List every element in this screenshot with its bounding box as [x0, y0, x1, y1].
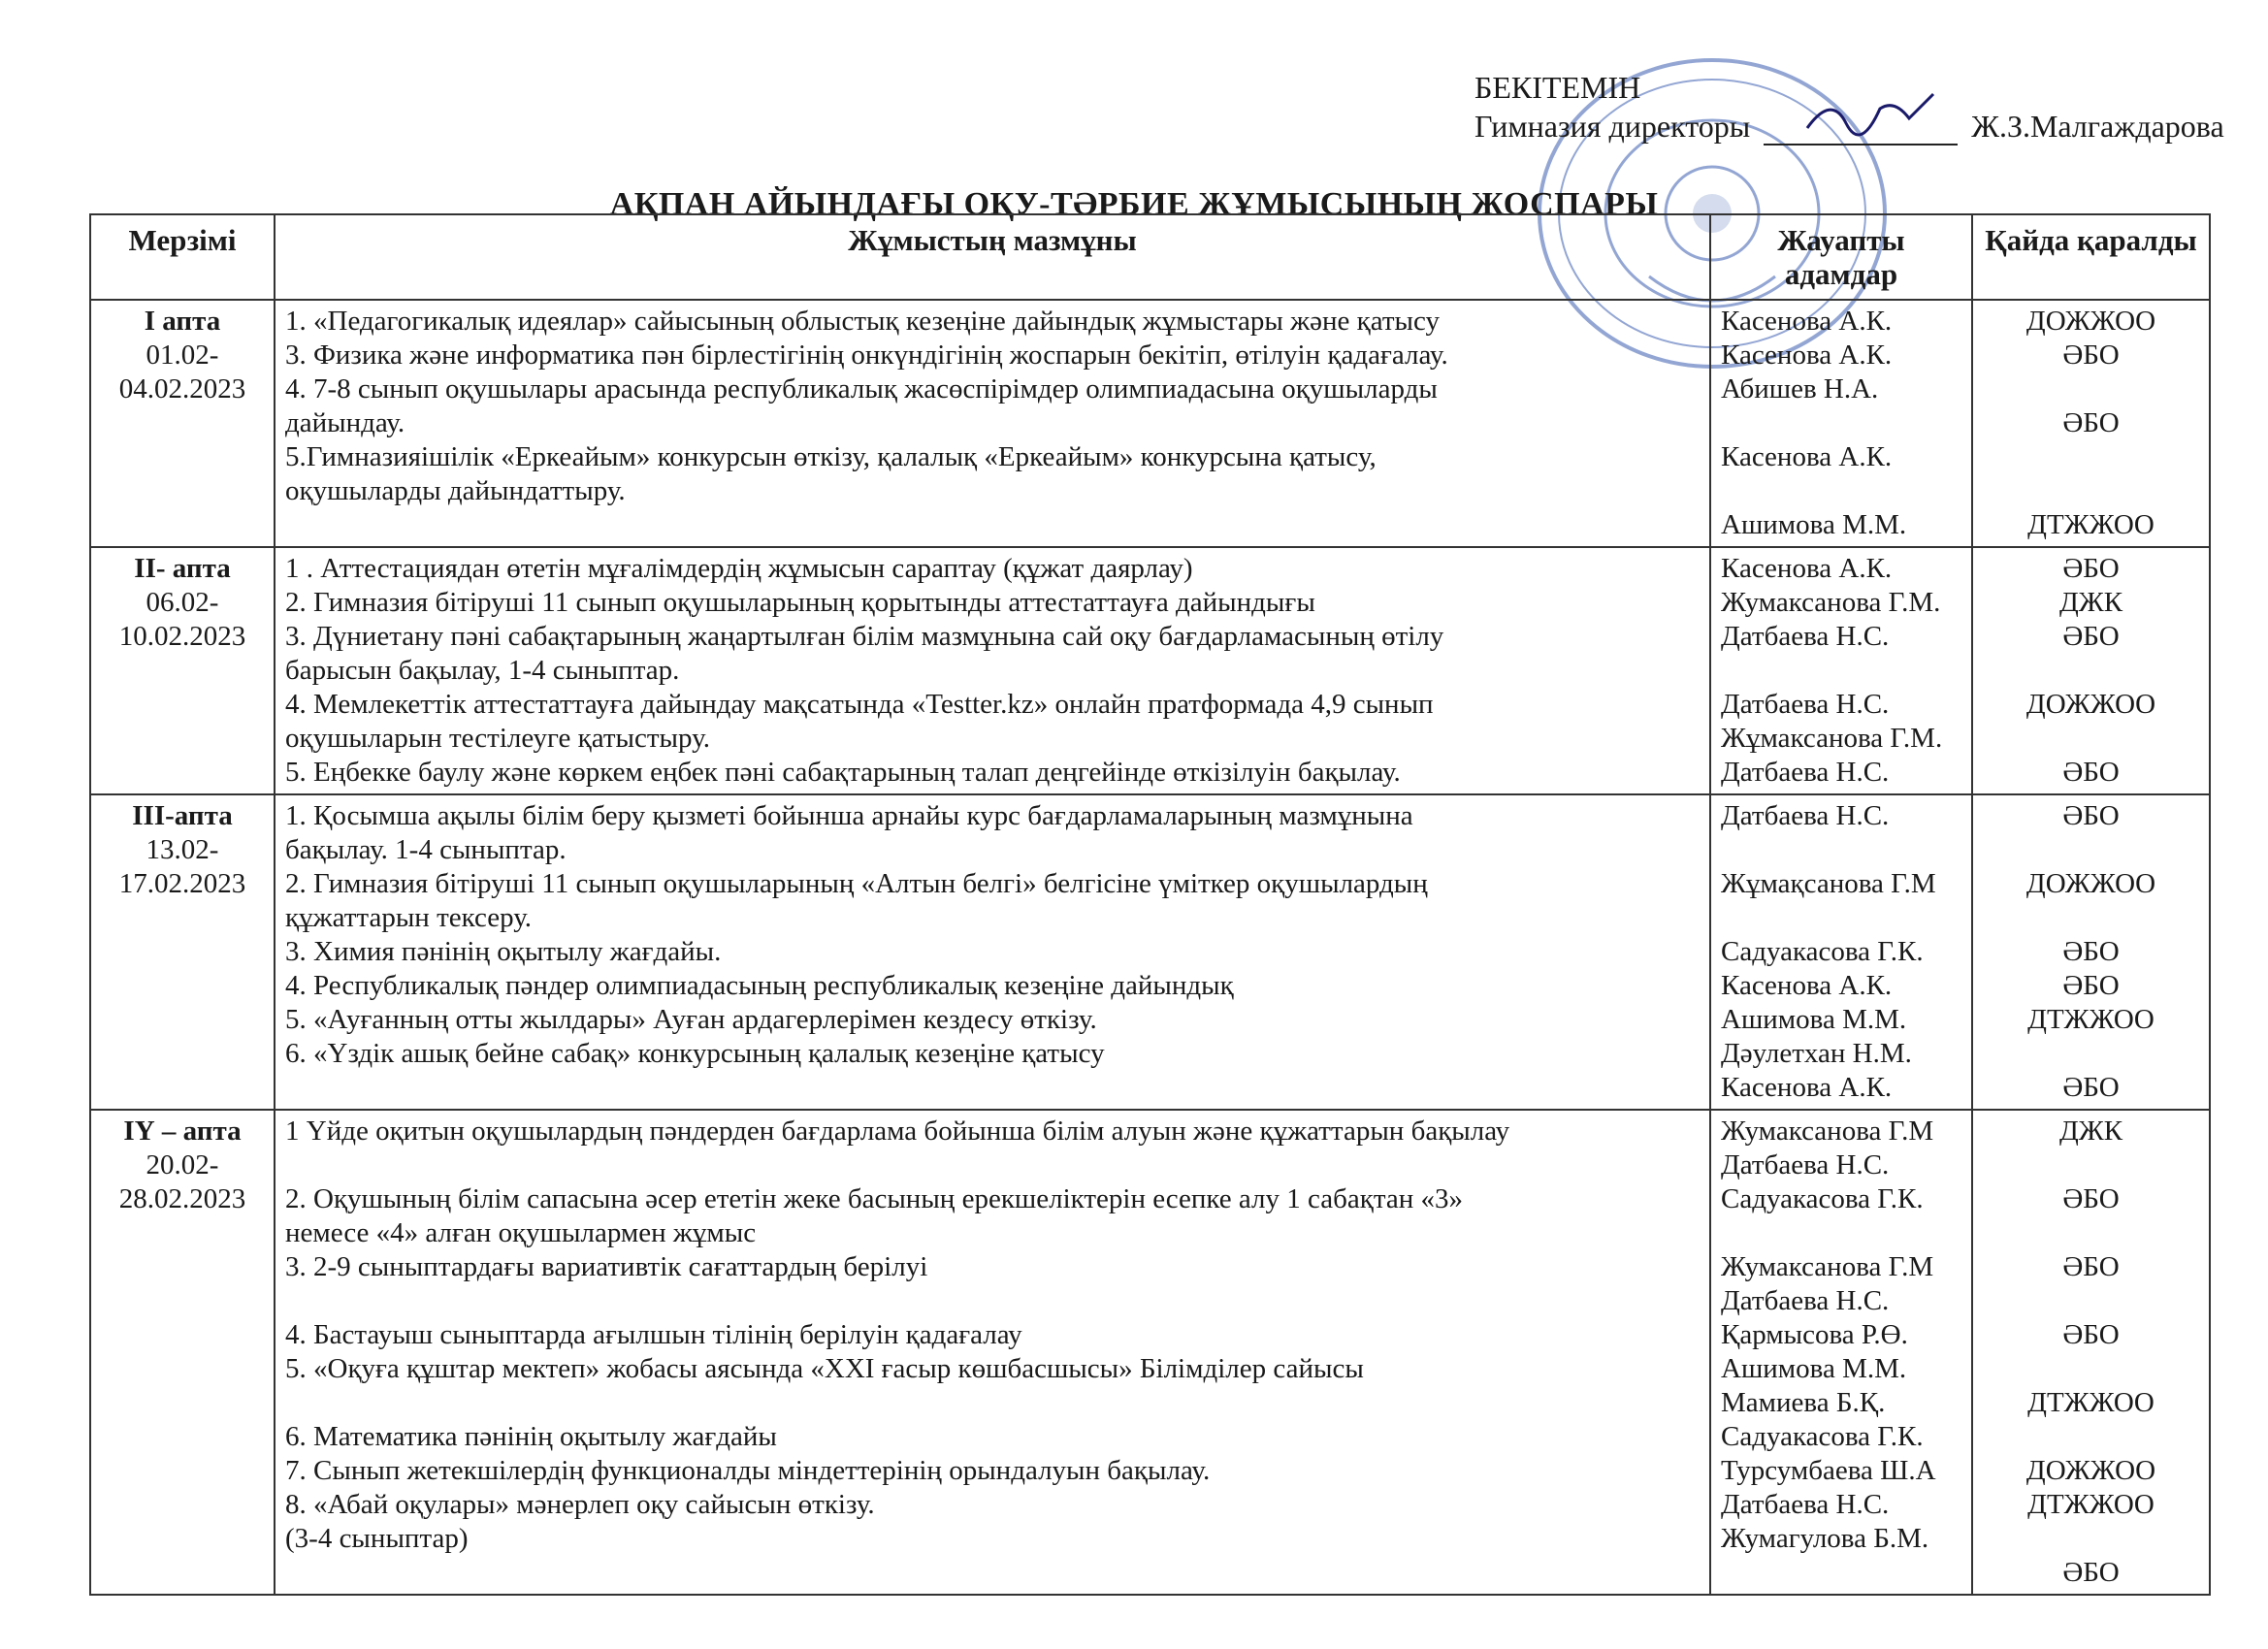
responsible-name: Жұмақсанова Г.М [1721, 868, 1936, 899]
where-value: ӘБО [2062, 800, 2120, 831]
responsible-name: Датбаева Н.С. [1721, 1285, 1890, 1316]
content-line: 3. Дүниетану пәні сабақтарының жаңартылған білім мазмұнына сай оқу бағдарламасының өтілу [285, 621, 1444, 652]
content-cell [275, 794, 1710, 1110]
responsible-name: Датбаева Н.С. [1721, 621, 1890, 652]
signature [1764, 116, 1958, 146]
table-row [90, 794, 2210, 1110]
table-row [90, 547, 2210, 794]
responsible-name: Касенова А.К. [1721, 441, 1893, 472]
content-line [285, 1284, 1700, 1318]
content-line: 2. Гимназия бітіруші 11 сынып оқушыларының қорытынды аттестаттауға дайындығы [285, 587, 1315, 618]
table-header-row [90, 214, 2210, 300]
responsible-name: Датбаева Н.С. [1721, 757, 1890, 788]
week-dates: 28.02.2023 [118, 1183, 246, 1214]
where-value: ӘБО [2062, 936, 2120, 967]
document-title: АҚПАН АЙЫНДАҒЫ ОҚУ-ТӘРБИЕ ЖҰМЫСЫНЫҢ ЖОСПАРЫ [609, 186, 1659, 222]
responsible-name: Жумаксанова Г.М [1721, 1116, 1934, 1147]
week-dates: 13.02- [146, 834, 219, 865]
responsible-name: Турсумбаева Ш.А [1721, 1455, 1936, 1486]
responsible-name: Касенова А.К. [1721, 340, 1893, 371]
where-value: ДТЖЖОО [2027, 1004, 2155, 1035]
content-line: 1. Қосымша ақылы білім беру қызметі бойынша арнайы курс бағдарламаларының мазмұнына [285, 800, 1413, 831]
responsible-name: Абишев Н.А. [1721, 373, 1879, 404]
content-line: 2. Гимназия бітіруші 11 сынып оқушыларының «Алтын белгі» белгісіне үміткер оқушылардың [285, 868, 1428, 899]
responsible-cell [1710, 794, 1972, 1110]
content-line: 3. Физика және информатика пән бірлестігінің онкүндігінің жоспарын бекітіп, өтілуін қадағалау. [285, 340, 1448, 371]
responsible-name: Касенова А.К. [1721, 553, 1893, 584]
approval-label: БЕКІТЕМІН [1474, 70, 1641, 105]
where-value: ДЖК [2058, 587, 2123, 618]
where-value [1983, 833, 2199, 867]
content-line: 5. «Оқуға құштар мектеп» жобасы аясында «XXI ғасыр көшбасшысы» Білімділер сайысы [285, 1353, 1364, 1384]
week-cell [90, 1110, 275, 1595]
responsible-name: Касенова А.К. [1721, 970, 1893, 1001]
where-value: ӘБО [2062, 1557, 2120, 1588]
content-line: 7. Сынып жетекшілердің функционалды міндеттерінің орындалуын бақылау. [285, 1455, 1211, 1486]
content-cell [275, 547, 1710, 794]
content-line: оқушыларды дайындаттыру. [285, 475, 626, 506]
content-line: 1. «Педагогикалық идеялар» сайысының облыстық кезеңіне дайындық жұмыстары және қатысу [285, 306, 1441, 337]
where-value: ӘБО [2062, 1251, 2120, 1282]
week-dates: 06.02- [146, 587, 219, 618]
director-name: Ж.З.Малгаждарова [1971, 109, 2224, 144]
week-dates: 17.02.2023 [118, 868, 246, 899]
responsible-name [1721, 654, 1961, 688]
responsible-name [1721, 406, 1961, 440]
week-dates: 01.02- [146, 340, 219, 371]
content-line: оқушыларын тестілеуге қатыстыру. [285, 723, 710, 754]
responsible-name: Датбаева Н.С. [1721, 1489, 1890, 1520]
content-line: 3. Химия пәнінің оқытылу жағдайы. [285, 936, 722, 967]
where-value [1983, 372, 2199, 406]
responsible-name: Садуакасова Г.К. [1721, 1183, 1924, 1214]
responsible-cell [1710, 1110, 1972, 1595]
where-value [1983, 722, 2199, 756]
where-cell [1972, 547, 2210, 794]
content-line: 1 Үйде оқитын оқушылардың пәндерден бағдарлама бойынша білім алуын және құжаттарын бақылау [285, 1116, 1510, 1147]
content-line [285, 1386, 1700, 1420]
week-label: ІІІ-апта [132, 800, 233, 831]
where-value: ДТЖЖОО [2027, 1387, 2155, 1418]
responsible-name [1721, 474, 1961, 508]
content-line: 4. Республикалық пәндер олимпиадасының республикалық кезеңіне дайындық [285, 970, 1234, 1001]
content-line: 4. 7-8 сынып оқушылары арасында республикалық жасөспірімдер олимпиадасына оқушыларды [285, 373, 1438, 404]
table-row [90, 300, 2210, 547]
content-line: 4. Мемлекеттік аттестаттауға дайындау мақсатында «Testter.kz» онлайн пратформада 4,9 сынып [285, 689, 1434, 720]
content-line: немесе «4» алған оқушылармен жұмыс [285, 1217, 757, 1248]
responsible-cell [1710, 300, 1972, 547]
responsible-name [1721, 1216, 1961, 1250]
where-value: ӘБО [2062, 340, 2120, 371]
content-line: 6. «Үздік ашық бейне сабақ» конкурсының қалалық кезеңіне қатысу [285, 1038, 1105, 1069]
responsible-name: Жумаксанова Г.М. [1721, 587, 1941, 618]
where-value: ДОЖЖОО [2025, 868, 2156, 899]
where-value [1983, 1037, 2199, 1071]
content-line: барысын бақылау, 1-4 сыныптар. [285, 655, 680, 686]
content-line: құжаттарын тексеру. [285, 902, 533, 933]
responsible-name [1721, 901, 1961, 935]
responsible-name: Ашимова М.М. [1721, 509, 1907, 540]
content-cell [275, 300, 1710, 547]
where-value [1983, 1352, 2199, 1386]
where-value: ӘБО [2062, 1183, 2120, 1214]
week-label: ІҮ – апта [123, 1116, 242, 1147]
content-cell [275, 1110, 1710, 1595]
where-cell [1972, 794, 2210, 1110]
where-value [1983, 1522, 2199, 1556]
responsible-name: Ашимова М.М. [1721, 1353, 1907, 1384]
plan-table [89, 213, 2211, 1596]
where-value: ДОЖЖОО [2025, 306, 2156, 337]
where-value [1983, 901, 2199, 935]
responsible-name: Датбаева Н.С. [1721, 689, 1890, 720]
content-line: 2. Оқушының білім сапасына әсер ететін жеке басының ерекшеліктерін есепке алу 1 сабақтан «3» [285, 1183, 1463, 1214]
where-value: ДТЖЖОО [2027, 1489, 2155, 1520]
where-value [1983, 440, 2199, 474]
week-label: І апта [144, 306, 221, 337]
responsible-name: Ашимова М.М. [1721, 1004, 1907, 1035]
where-value [1983, 1420, 2199, 1454]
responsible-name: Мамиева Б.Қ. [1721, 1387, 1886, 1418]
content-line: (3-4 сыныптар) [285, 1523, 469, 1554]
responsible-name: Жумагулова Б.М. [1721, 1523, 1929, 1554]
week-cell [90, 300, 275, 547]
where-cell [1972, 300, 2210, 547]
content-line: 3. 2-9 сыныптардағы вариативтік сағаттардың берілуі [285, 1251, 928, 1282]
where-value: ӘБО [2062, 407, 2120, 438]
content-line: 5. Еңбекке баулу және көркем еңбек пәні сабақтарының талап деңгейінде өткізілуін бақылау. [285, 757, 1401, 788]
responsible-name: Жұмаксанова Г.М. [1721, 723, 1943, 754]
content-line [285, 1148, 1700, 1182]
content-line: дайындау. [285, 407, 405, 438]
where-value: ӘБО [2062, 1319, 2120, 1350]
header-content: Жұмыстың мазмұны [275, 214, 1710, 300]
responsible-name: Касенова А.К. [1721, 306, 1893, 337]
where-value: ДТЖЖОО [2027, 509, 2155, 540]
responsible-name: Садуакасова Г.К. [1721, 1421, 1924, 1452]
content-line: 4. Бастауыш сыныптарда ағылшын тілінің берілуін қадағалау [285, 1319, 1022, 1350]
where-value [1983, 474, 2199, 508]
responsible-name: Жумаксанова Г.М [1721, 1251, 1934, 1282]
content-line: бақылау. 1-4 сыныптар. [285, 834, 567, 865]
where-value: ДЖК [2058, 1116, 2123, 1147]
week-dates: 04.02.2023 [118, 373, 246, 404]
content-line: 1 . Аттестациядан өтетін мұғалімдердің жұмысын сараптау (құжат даярлау) [285, 553, 1193, 584]
where-value: ӘБО [2062, 757, 2120, 788]
where-value: ӘБО [2062, 553, 2120, 584]
where-value: ӘБО [2062, 970, 2120, 1001]
approval-block [1474, 68, 2224, 146]
responsible-name: Датбаева Н.С. [1721, 800, 1890, 831]
table-row [90, 1110, 2210, 1595]
header-responsible: Жауапты адамдар [1710, 214, 1972, 300]
where-value [1983, 1216, 2199, 1250]
content-line: 8. «Абай оқулары» мәнерлеп оқу сайысын өткізу. [285, 1489, 875, 1520]
approval-position: Гимназия директоры [1474, 109, 1751, 144]
responsible-name: Касенова А.К. [1721, 1072, 1893, 1103]
where-value [1983, 1284, 2199, 1318]
responsible-name: Қармысова Р.Ө. [1721, 1319, 1908, 1350]
content-line: 5.Гимназияішілік «Еркеайым» конкурсын өткізу, қалалық «Еркеайым» конкурсына қатысу, [285, 441, 1377, 472]
header-date: Мерзімі [90, 214, 275, 300]
responsible-name [1721, 833, 1961, 867]
where-value [1983, 654, 2199, 688]
week-cell [90, 794, 275, 1110]
where-value: ДОЖЖОО [2025, 689, 2156, 720]
responsible-name: Датбаева Н.С. [1721, 1149, 1890, 1180]
week-cell [90, 547, 275, 794]
where-value: ӘБО [2062, 1072, 2120, 1103]
where-cell [1972, 1110, 2210, 1595]
responsible-name: Садуакасова Г.К. [1721, 936, 1924, 967]
header-where: Қайда қаралды [1972, 214, 2210, 300]
where-value: ДОЖЖОО [2025, 1455, 2156, 1486]
week-label: ІІ- апта [134, 553, 231, 584]
where-value: ӘБО [2062, 621, 2120, 652]
week-dates: 20.02- [146, 1149, 219, 1180]
responsible-name: Дәулетхан Н.М. [1721, 1038, 1912, 1069]
where-value [1983, 1148, 2199, 1182]
content-line: 5. «Ауғанның отты жылдары» Ауған ардагерлерімен кездесу өткізу. [285, 1004, 1097, 1035]
week-dates: 10.02.2023 [118, 621, 246, 652]
content-line: 6. Математика пәнінің оқытылу жағдайы [285, 1421, 777, 1452]
responsible-cell [1710, 547, 1972, 794]
